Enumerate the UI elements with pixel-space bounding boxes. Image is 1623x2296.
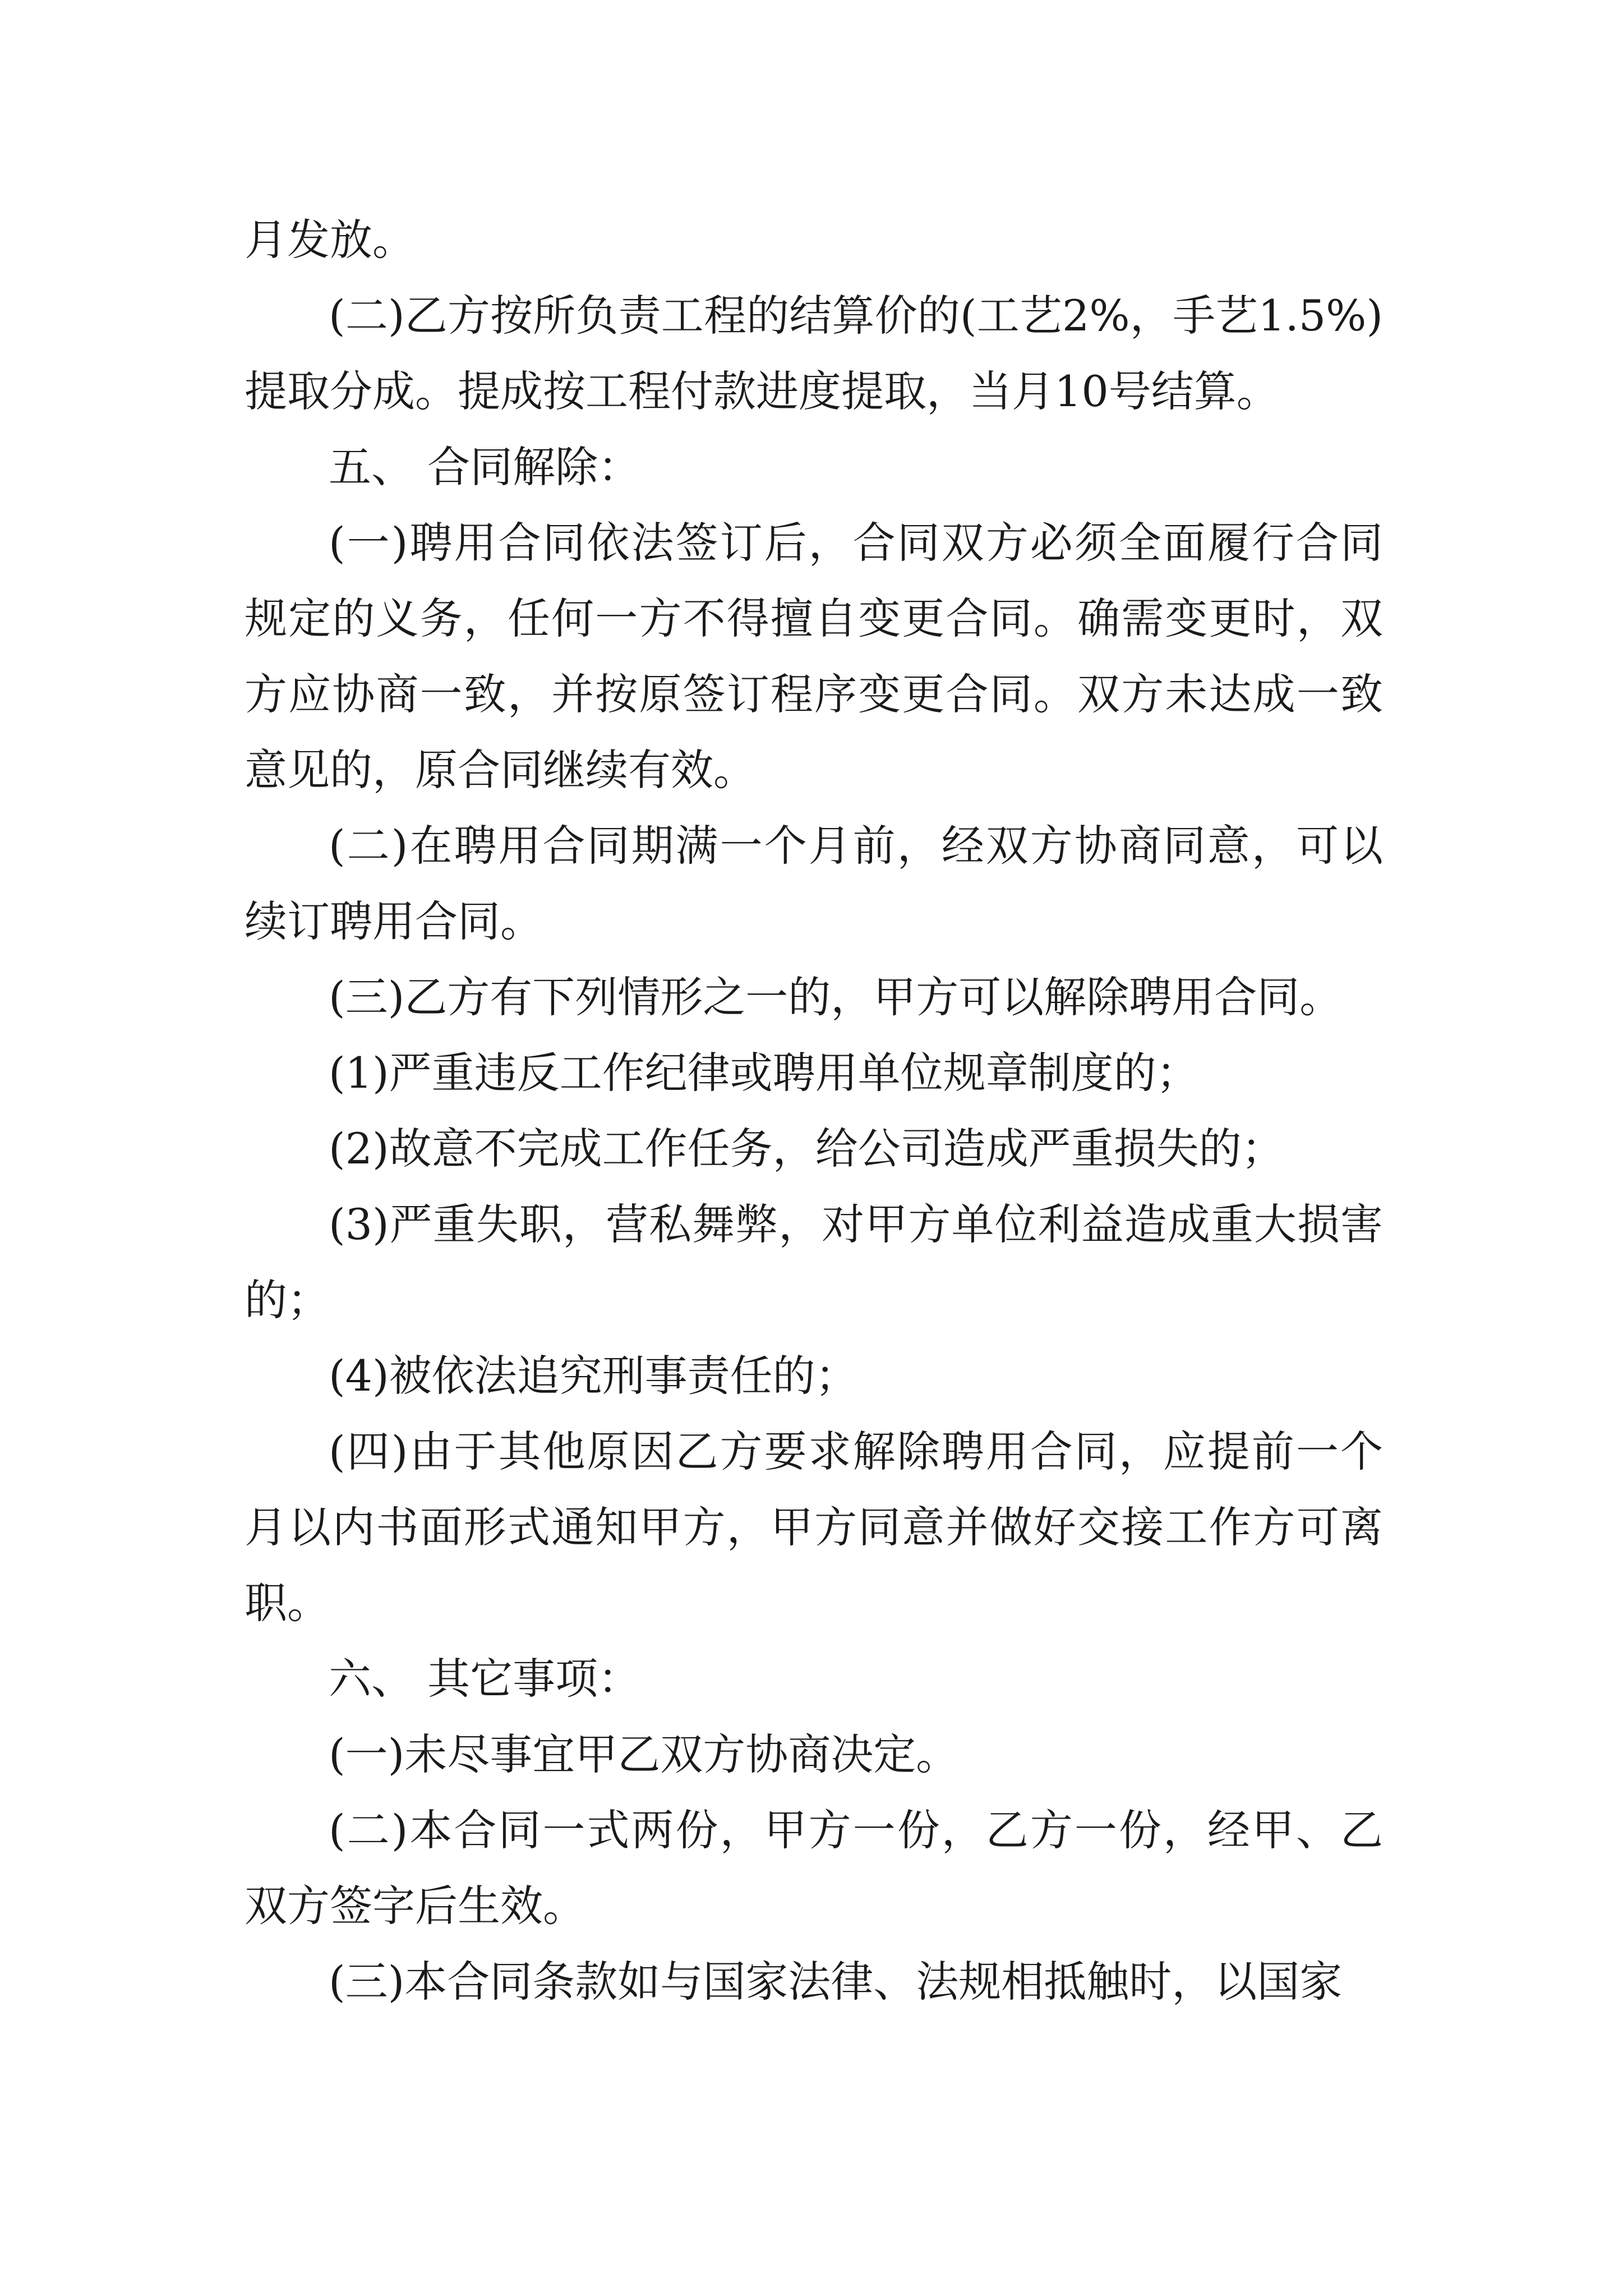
paragraph-commission: (二)乙方按所负责工程的结算价的(工艺2%，手艺1.5%)提取分成。提成按工程付款进度提取，当月10号结算。	[245, 291, 1383, 416]
list-item-1: (1)严重违反工作纪律或聘用单位规章制度的；	[329, 1048, 1199, 1098]
list-item-4: (4)被依法追究刑事责任的；	[329, 1351, 858, 1401]
section-heading-termination: 五、 合同解除：	[329, 442, 641, 492]
paragraph-termination-3: (三)乙方有下列情形之一的，甲方可以解除聘用合同。	[329, 972, 1343, 1022]
paragraph-other-2: (二)本合同一式两份，甲方一份，乙方一份，经甲、乙双方签字后生效。	[245, 1805, 1383, 1931]
paragraph-termination-4: (四)由于其他原因乙方要求解除聘用合同，应提前一个月以内书面形式通知甲方，甲方同意并做好交接工作方可离职。	[245, 1427, 1383, 1628]
section-heading-other: 六、 其它事项：	[329, 1654, 641, 1704]
document-body	[245, 202, 1383, 2019]
paragraph-termination-1: (一)聘用合同依法签订后，合同双方必须全面履行合同规定的义务，任何一方不得擅自变更合同。确需变更时，双方应协商一致，并按原签订程序变更合同。双方未达成一致意见的，原合同继续有效。	[245, 518, 1383, 795]
paragraph-other-3: (三)本合同条款如与国家法律、法规相抵触时，以国家	[329, 1957, 1343, 2007]
paragraph-termination-2: (二)在聘用合同期满一个月前，经双方协商同意，可以续订聘用合同。	[245, 821, 1383, 946]
paragraph-continuation: 月发放。	[245, 215, 415, 265]
list-item-3: (3)严重失职，营私舞弊，对甲方单位利益造成重大损害的；	[245, 1199, 1383, 1325]
list-item-2: (2)故意不完成工作任务，给公司造成严重损失的；	[329, 1124, 1284, 1174]
paragraph-other-1: (一)未尽事宜甲乙双方协商决定。	[329, 1729, 959, 1779]
